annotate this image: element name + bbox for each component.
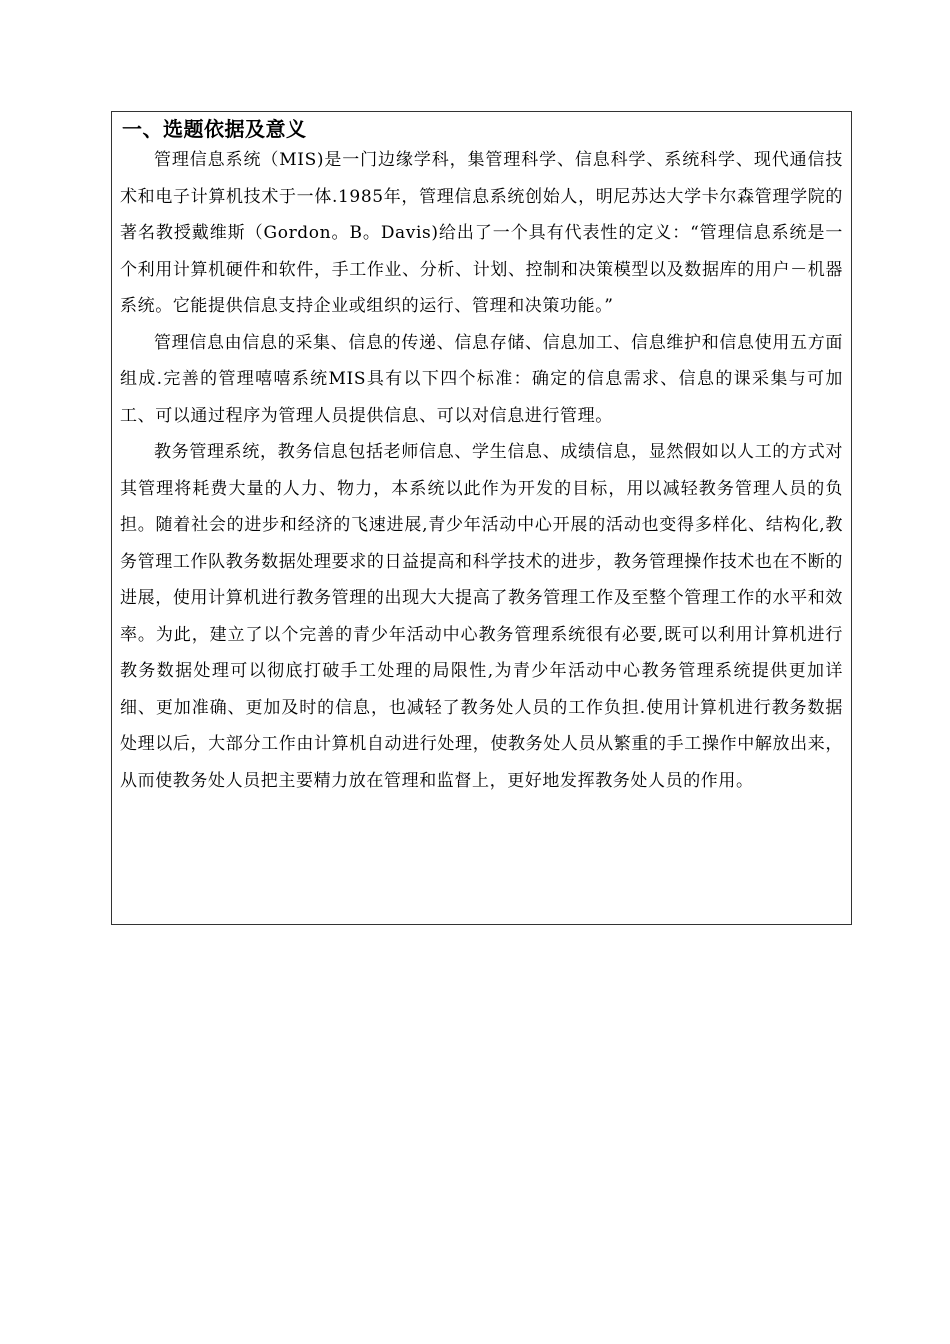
paragraph-mis-definition: 管理信息系统（MIS)是一门边缘学科，集管理科学、信息科学、系统科学、现代通信技术和电子计算机技术于一体.1985年，管理信息系统创始人，明尼苏达大学卡尔森管理学院的著名教授戴维斯（Gordon。B。Davis)给出了一个具有代表性的定义：“管理信息系统是一个利用计算机硬件和软件，手工作业、分析、计划、控制和决策模型以及数据库的用户－机器系统。它能提供信息支持企业或组织的运行、管理和决策功能。” — [120, 150, 843, 316]
paragraph-system-purpose: 教务管理系统，教务信息包括老师信息、学生信息、成绩信息，显然假如以人工的方式对其管理将耗费大量的人力、物力，本系统以此作为开发的目标，用以减轻教务管理人员的负担。随着社会的进步和经济的飞速进展,青少年活动中心开展的活动也变得多样化、结构化,教务管理工作队教务数据处理要求的日益提高和科学技术的进步，教务管理操作技术也在不断的进展，使用计算机进行教务管理的出现大大提高了教务管理工作及至整个管理工作的水平和效率。为此，建立了以个完善的青少年活动中心教务管理系统很有必要,既可以利用计算机进行教务数据处理可以彻底打破手工处理的局限性,为青少年活动中心教务管理系统提供更加详细、更加准确、更加及时的信息，也减轻了教务处人员的工作负担.使用计算机进行教务数据处理以后，大部分工作由计算机自动进行处理，使教务处人员从繁重的手工操作中解放出来，从而使教务处人员把主要精力放在管理和监督上，更好地发挥教务处人员的作用。 — [120, 442, 843, 791]
paragraph-mis-components: 管理信息由信息的采集、信息的传递、信息存储、信息加工、信息维护和信息使用五方面组成.完善的管理嘻嘻系统MIS具有以下四个标准：确定的信息需求、信息的课采集与可加工、可以通过程序为管理人员提供信息、可以对信息进行管理。 — [120, 332, 843, 426]
section-heading: 一、选题依据及意义 — [122, 117, 307, 141]
document-frame — [111, 111, 852, 925]
